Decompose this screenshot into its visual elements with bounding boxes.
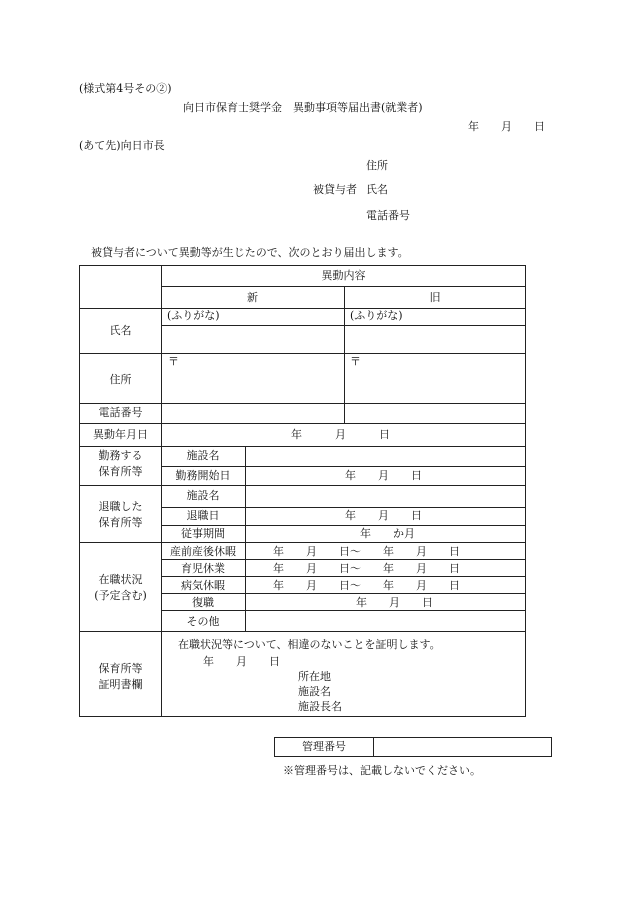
submission-date[interactable]: 年 月 日 — [468, 120, 545, 133]
return-date[interactable]: 年 月 日 — [356, 596, 433, 609]
change-details-table — [79, 265, 526, 717]
applicant-name-label[interactable]: 氏名 — [366, 183, 388, 196]
cert-statement: 在職状況等について、相違のないことを証明します。 — [178, 638, 441, 651]
workplace-facility-label: 施設名 — [186, 449, 220, 462]
workplace-facility-field[interactable] — [246, 447, 525, 465]
page-title: 向日市保育士奨学金 異動事項等届出書(就業者) — [183, 101, 423, 114]
cert-date[interactable]: 年 月 日 — [203, 655, 280, 668]
status-group-label-1: 在職状況 — [98, 573, 143, 586]
workplace-group-label-2: 保育所等 — [98, 465, 143, 478]
cert-facility-label[interactable]: 施設名 — [298, 685, 331, 698]
applicant-phone-label[interactable]: 電話番号 — [366, 209, 410, 222]
retired-facility-field[interactable] — [246, 486, 525, 506]
name-row-label: 氏名 — [109, 324, 132, 337]
old-name-field[interactable] — [345, 326, 525, 352]
cert-group-label-2: 証明書欄 — [98, 678, 143, 691]
phone-row-label: 電話番号 — [98, 406, 143, 419]
cert-group-label-1: 保育所等 — [98, 662, 143, 675]
service-period-label: 従事期間 — [181, 527, 225, 540]
change-date-label: 異動年月日 — [93, 428, 148, 441]
new-phone-field[interactable] — [162, 404, 343, 422]
sick-leave-label: 病気休暇 — [181, 579, 225, 592]
maternity-leave-period[interactable]: 年 月 日〜 年 月 日 — [273, 545, 460, 558]
childcare-leave-label: 育児休業 — [181, 562, 225, 575]
cert-location-label[interactable]: 所在地 — [298, 670, 331, 683]
status-group-label-2: (予定含む) — [94, 589, 147, 602]
intro-text: 被貸与者について異動等が生じたので、次のとおり届出します。 — [91, 246, 409, 259]
service-period-value[interactable]: 年 か月 — [360, 527, 415, 540]
new-name-field[interactable] — [162, 326, 343, 352]
form-number: (様式第4号その②) — [79, 82, 172, 95]
management-note: ※管理番号は、記載しないでください。 — [283, 764, 481, 777]
management-number-box — [274, 737, 552, 757]
retired-group-label-2: 保育所等 — [98, 516, 143, 529]
old-phone-field[interactable] — [345, 404, 525, 422]
applicant-address-label[interactable]: 住所 — [366, 159, 388, 172]
cert-director-label[interactable]: 施設長名 — [298, 700, 342, 713]
other-field[interactable] — [246, 611, 525, 630]
old-address-field[interactable] — [345, 354, 525, 402]
retire-date-value[interactable]: 年 月 日 — [345, 509, 422, 522]
applicant-role: 被貸与者 — [313, 183, 357, 196]
sick-leave-period[interactable]: 年 月 日〜 年 月 日 — [273, 579, 460, 592]
management-number-label: 管理番号 — [302, 740, 346, 753]
work-start-label: 勤務開始日 — [175, 469, 231, 482]
new-address-field[interactable] — [162, 354, 343, 402]
retire-date-label: 退職日 — [186, 509, 220, 522]
retired-facility-label: 施設名 — [186, 489, 220, 502]
new-postal-mark: 〒 — [168, 355, 179, 368]
work-start-date[interactable]: 年 月 日 — [345, 469, 422, 482]
management-number-field[interactable] — [374, 738, 551, 756]
workplace-group-label-1: 勤務する — [98, 449, 143, 462]
address-row-label: 住所 — [109, 373, 132, 386]
change-date-value[interactable]: 年 月 日 — [291, 428, 390, 441]
other-label: その他 — [186, 615, 220, 628]
new-column-header: 新 — [247, 291, 258, 304]
changes-header: 異動内容 — [321, 269, 366, 282]
addressee: (あて先)向日市長 — [79, 139, 165, 152]
retired-group-label-1: 退職した — [98, 500, 143, 513]
old-furigana-label: (ふりがな) — [350, 309, 403, 322]
old-column-header: 旧 — [429, 291, 441, 304]
return-label: 復職 — [192, 596, 214, 609]
maternity-leave-label: 産前産後休暇 — [170, 545, 236, 558]
childcare-leave-period[interactable]: 年 月 日〜 年 月 日 — [273, 562, 460, 575]
new-furigana-label: (ふりがな) — [167, 309, 220, 322]
old-postal-mark: 〒 — [350, 355, 361, 368]
